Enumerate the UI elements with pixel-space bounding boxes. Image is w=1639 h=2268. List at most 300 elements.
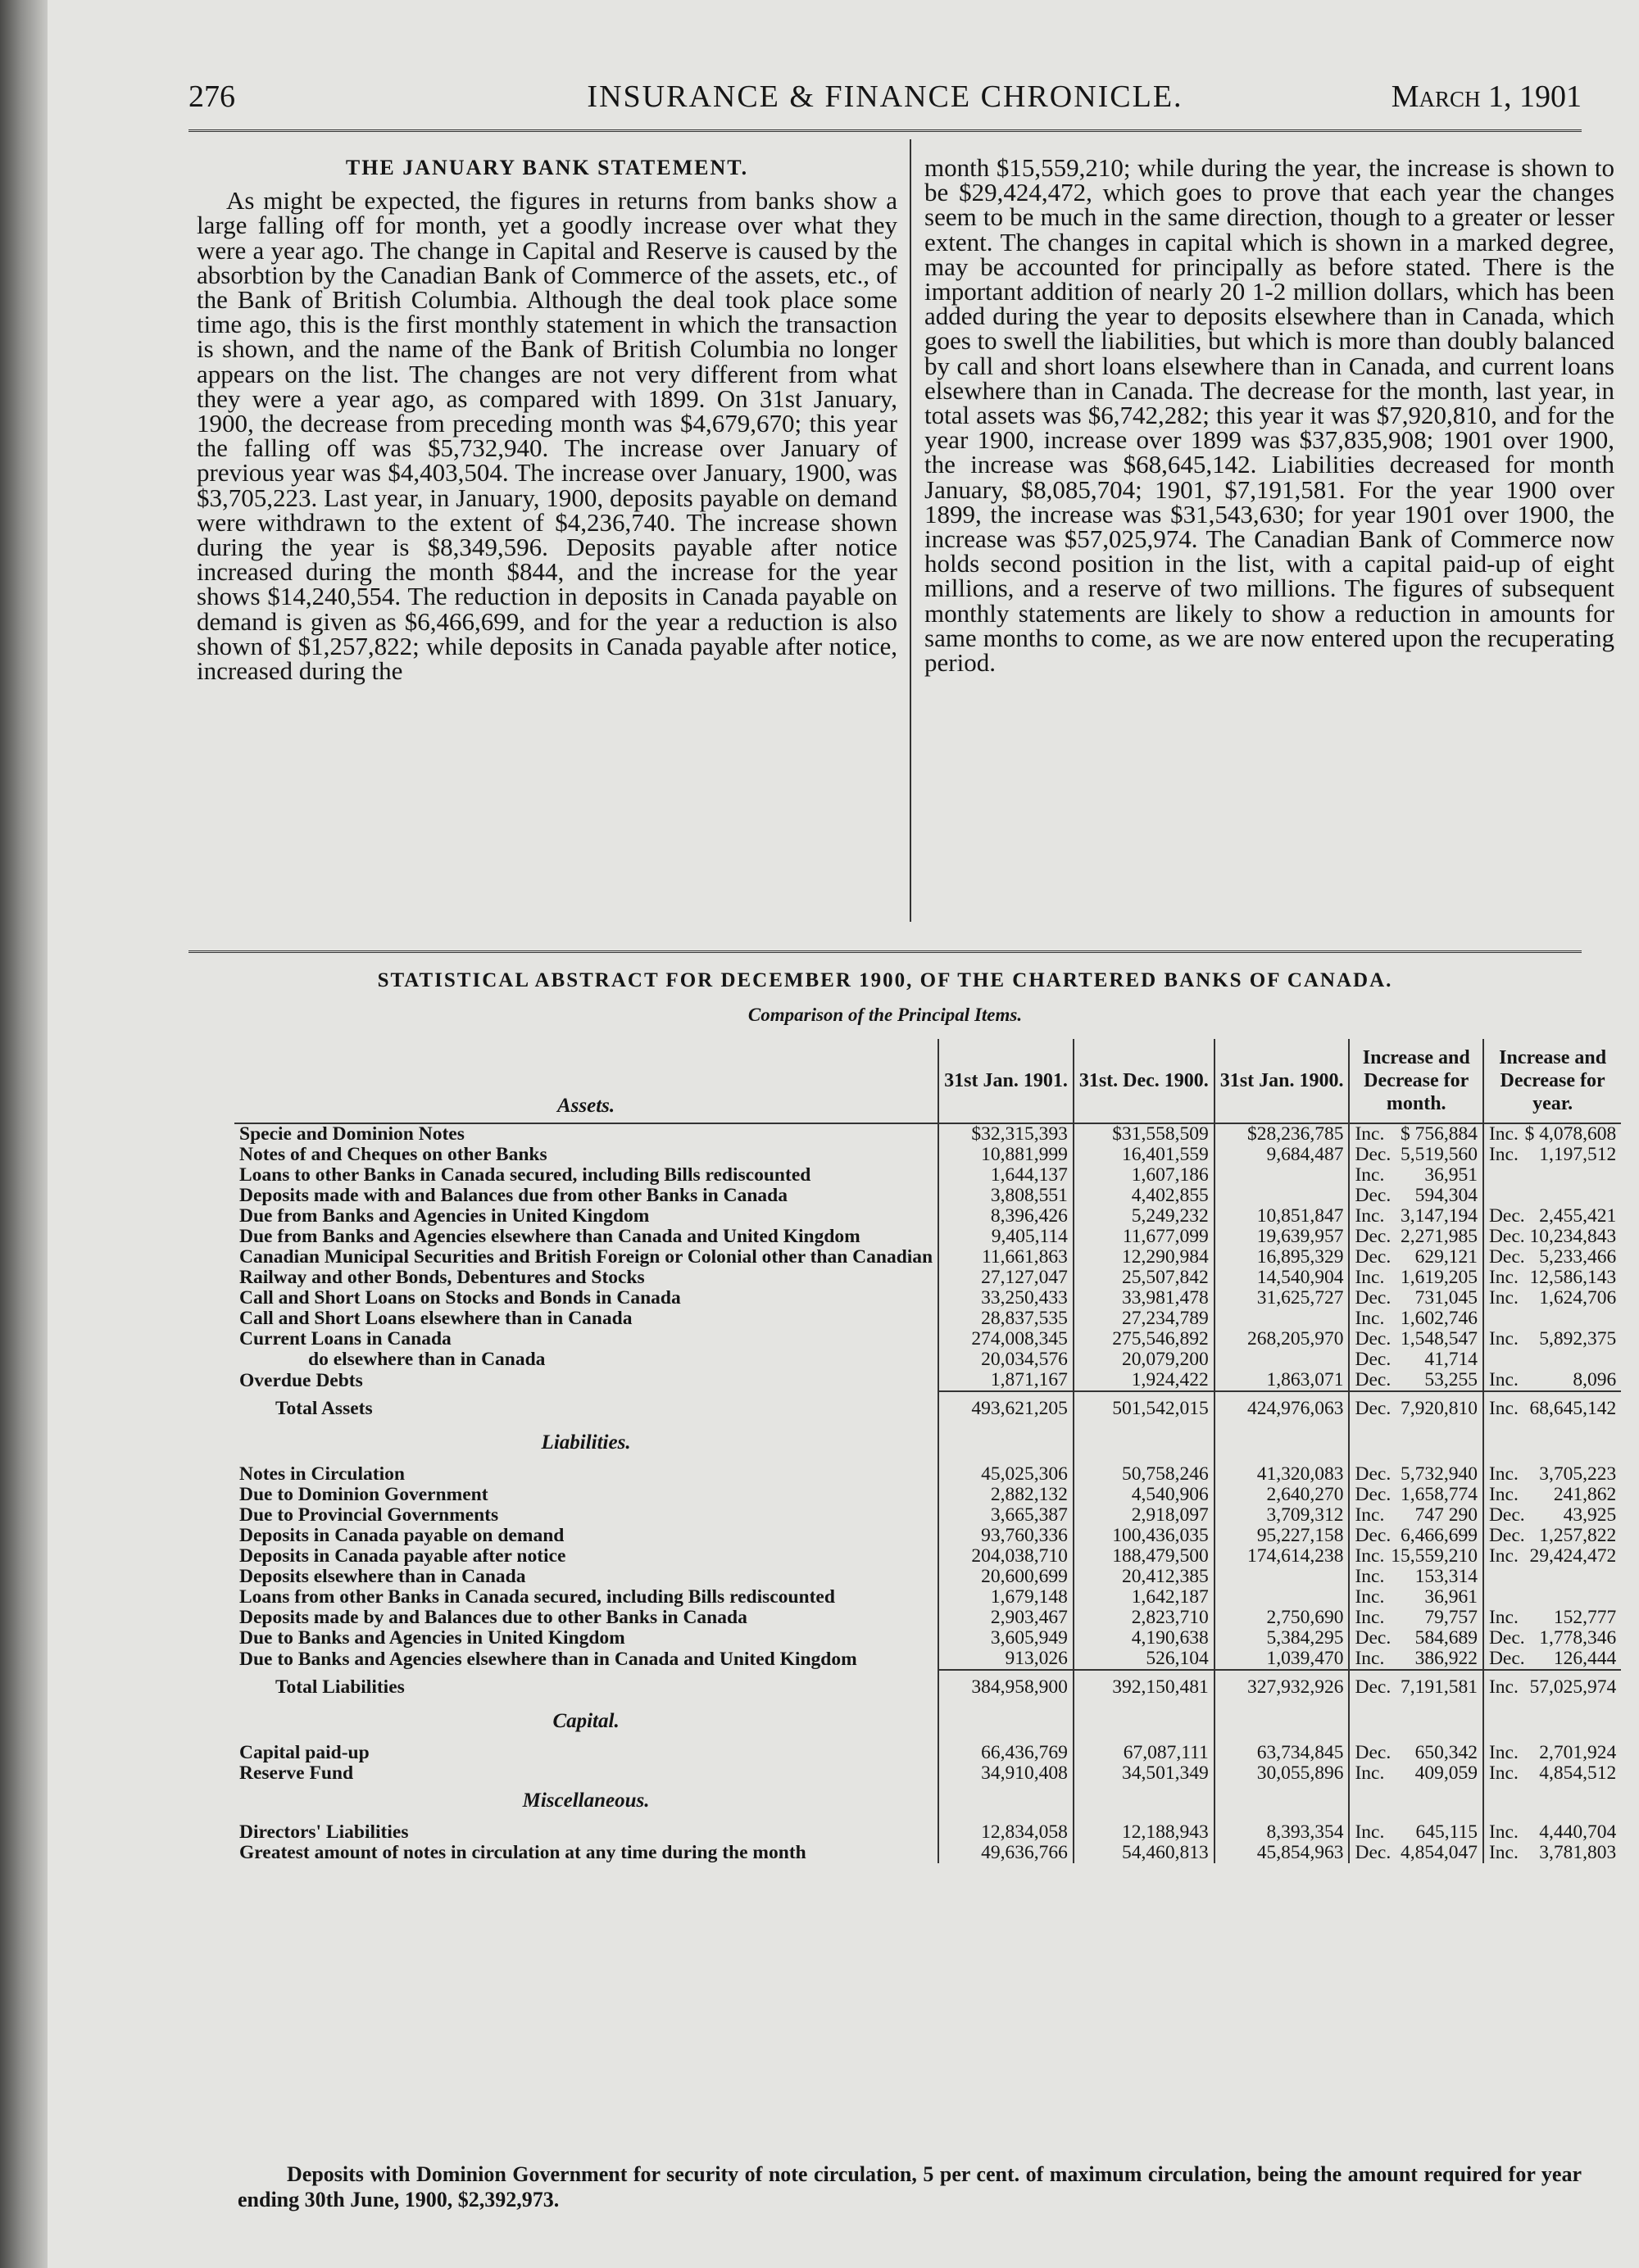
cell-jan1901: 45,025,306: [938, 1464, 1074, 1485]
table-row: [234, 1391, 1621, 1426]
cell-y-dir: [1483, 1309, 1525, 1329]
cell-m-amt: 4,854,047: [1400, 1842, 1478, 1863]
cell-m-amt: 3,147,194: [1400, 1205, 1478, 1227]
section-heading-row: [234, 1784, 1621, 1822]
cell-y-dir: Inc.: [1483, 1822, 1525, 1843]
cell-m-dir: Inc.: [1349, 1206, 1391, 1227]
empty-cell: [1214, 1426, 1350, 1464]
cell-y-dir: Dec.: [1483, 1206, 1525, 1227]
cell-jan1901: 3,605,949: [938, 1628, 1074, 1649]
cell-jan1901: 12,834,058: [938, 1822, 1074, 1843]
cell-dec1900: 4,540,906: [1074, 1485, 1214, 1505]
table-header-row: [234, 1039, 1621, 1123]
cell-y-amt: 2,455,421: [1539, 1205, 1617, 1227]
row-label: Total Liabilities: [275, 1676, 405, 1698]
row-label: Reserve Fund: [239, 1762, 354, 1784]
cell-jan1901: 1,644,137: [938, 1165, 1074, 1186]
cell-dec1900: 54,460,813: [1074, 1843, 1214, 1863]
cell-y-dir: Dec.: [1483, 1505, 1525, 1526]
section-heading-row: [234, 1704, 1621, 1743]
empty-cell: [1391, 1784, 1483, 1822]
cell-y-amt: 29,424,472: [1529, 1545, 1617, 1567]
book-binding-shadow: [0, 0, 48, 2268]
cell-jan1901: 3,808,551: [938, 1186, 1074, 1206]
cell-y-amt: 1,257,822: [1539, 1525, 1617, 1546]
empty-cell: [1214, 1784, 1350, 1822]
article-left-column: [197, 156, 897, 686]
cell-y-amt: [1525, 1186, 1622, 1206]
cell-dec1900: 67,087,111: [1074, 1743, 1214, 1763]
cell-y-dir: Inc.: [1483, 1123, 1525, 1145]
cell-m-dir: Dec.: [1349, 1843, 1391, 1863]
row-label: Specie and Dominion Notes: [239, 1123, 465, 1145]
row-label: Deposits made with and Balances due from other Banks in Canada: [239, 1185, 788, 1206]
cell-jan1900: 19,639,957: [1214, 1227, 1350, 1247]
table-row: [234, 1349, 1621, 1370]
article-paragraph-continued: month $15,559,210; while during the year, the increase is shown to be $29,424,472, which goes to prove that each year the changes seem to be much in the same direction, though to a greater or lesser extent. The changes in capital which is shown in a marked degree, may be accounted for principally as before stated. There is the important addition of nearly 20 1-2 million dollars, which has been added during the year to deposits elsewhere than in Canada, which goes to swell the liabilities, but which is more than doubly balanced by call and short loans elsewhere than in Canada, and current loans elsewhere than in Canada. The decrease for the month, last year, in total assets was $6,742,282; this year it was $7,920,810, and for the year 1900, increase over 1899 was $37,835,908; 1901 over 1900, the increase was $68,645,142. Liabilities decreased for month January, $8,085,704; 1901, $7,191,581. For the year 1900 over 1899, the increase was $31,543,630; for year 1901 over 1900, the increase was $57,025,974. The Canadian Bank of Commerce now holds second position in the list, with a capital paid-up of eight millions, and a reserve of two millions. The figures of subsequent monthly statements are likely to show a reduction in amounts for same months to come, as we are now entered upon the recuperating period.: [924, 153, 1614, 678]
row-label: Loans from other Banks in Canada secured, including Bills rediscounted: [239, 1586, 835, 1608]
cell-y-dir: Dec.: [1483, 1526, 1525, 1546]
cell-dec1900: 526,104: [1074, 1649, 1214, 1670]
cell-y-dir: Inc.: [1483, 1670, 1525, 1704]
row-label: Total Assets: [275, 1398, 373, 1419]
cell-m-dir: Dec.: [1349, 1329, 1391, 1349]
cell-dec1900: 392,150,481: [1074, 1670, 1214, 1704]
cell-jan1901: 20,034,576: [938, 1349, 1074, 1370]
cell-m-dir: Inc.: [1349, 1649, 1391, 1670]
cell-y-amt: 4,440,704: [1539, 1821, 1617, 1843]
cell-m-amt: 1,602,746: [1400, 1308, 1478, 1329]
cell-dec1900: 20,079,200: [1074, 1349, 1214, 1370]
row-label: do elsewhere than in Canada: [308, 1349, 546, 1370]
row-label: Deposits made by and Balances due to other Banks in Canada: [239, 1607, 747, 1628]
cell-dec1900: $31,558,509: [1074, 1123, 1214, 1145]
cell-m-amt: 7,191,581: [1391, 1670, 1483, 1704]
section-heading: Liabilities.: [541, 1431, 631, 1454]
cell-y-dir: [1483, 1567, 1525, 1587]
row-label: Railway and other Bonds, Debentures and Stocks: [239, 1267, 645, 1288]
cell-y-dir: Inc.: [1483, 1743, 1525, 1763]
cell-jan1900: 9,684,487: [1214, 1145, 1350, 1165]
column-header-month-change: Increase and Decrease for month.: [1349, 1039, 1482, 1123]
issue-date: March 1, 1901: [1391, 79, 1582, 114]
cell-dec1900: 501,542,015: [1074, 1391, 1214, 1426]
cell-dec1900: 1,924,422: [1074, 1370, 1214, 1391]
cell-m-dir: Dec.: [1349, 1288, 1391, 1309]
cell-m-amt: 386,922: [1414, 1648, 1478, 1669]
cell-jan1901: 384,958,900: [938, 1670, 1074, 1704]
cell-m-dir: Dec.: [1349, 1743, 1391, 1763]
cell-dec1900: 1,642,187: [1074, 1587, 1214, 1608]
empty-cell: [938, 1704, 1074, 1743]
cell-jan1900: [1214, 1349, 1350, 1370]
empty-cell: [1349, 1784, 1391, 1822]
cell-y-amt: 126,444: [1553, 1648, 1617, 1669]
cell-y-dir: Inc.: [1483, 1268, 1525, 1288]
cell-jan1900: 10,851,847: [1214, 1206, 1350, 1227]
row-label: Notes of and Cheques on other Banks: [239, 1144, 547, 1165]
cell-m-amt: 15,559,210: [1391, 1545, 1478, 1567]
row-label: Greatest amount of notes in circulation at any time during the month: [239, 1842, 806, 1863]
cell-m-dir: Inc.: [1349, 1546, 1391, 1567]
row-label: Notes in Circulation: [239, 1463, 405, 1485]
empty-cell: [1525, 1426, 1622, 1464]
page-number: 276: [188, 79, 235, 114]
cell-jan1900: 1,039,470: [1214, 1649, 1350, 1670]
row-label: Call and Short Loans elsewhere than in Canada: [239, 1308, 633, 1329]
cell-y-amt: [1525, 1309, 1622, 1329]
cell-m-dir: Dec.: [1349, 1526, 1391, 1546]
table-row: [234, 1370, 1621, 1391]
table-row: [234, 1546, 1621, 1567]
cell-m-amt: 5,519,560: [1400, 1144, 1478, 1165]
cell-y-amt: 4,854,512: [1539, 1762, 1617, 1784]
cell-y-amt: 12,586,143: [1529, 1267, 1617, 1288]
row-label: Deposits elsewhere than in Canada: [239, 1566, 526, 1587]
cell-m-dir: Inc.: [1349, 1165, 1391, 1186]
cell-y-amt: 43,925: [1563, 1504, 1617, 1526]
cell-y-dir: Inc.: [1483, 1843, 1525, 1863]
cell-dec1900: 25,507,842: [1074, 1268, 1214, 1288]
cell-m-amt: 2,271,985: [1400, 1226, 1478, 1247]
cell-jan1901: 1,871,167: [938, 1370, 1074, 1391]
cell-jan1900: 424,976,063: [1214, 1391, 1350, 1426]
cell-jan1901: 28,837,535: [938, 1309, 1074, 1329]
cell-dec1900: 4,190,638: [1074, 1628, 1214, 1649]
cell-jan1900: 8,393,354: [1214, 1822, 1350, 1843]
article-right-column: [924, 153, 1614, 678]
cell-dec1900: 1,607,186: [1074, 1165, 1214, 1186]
empty-cell: [1074, 1784, 1214, 1822]
table-row: [234, 1165, 1621, 1186]
cell-m-dir: Inc.: [1349, 1309, 1391, 1329]
cell-jan1900: 30,055,896: [1214, 1763, 1350, 1784]
cell-y-dir: Inc.: [1483, 1391, 1525, 1426]
cell-jan1901: 274,008,345: [938, 1329, 1074, 1349]
cell-dec1900: 188,479,500: [1074, 1546, 1214, 1567]
cell-jan1901: 27,127,047: [938, 1268, 1074, 1288]
cell-y-amt: 3,781,803: [1539, 1842, 1617, 1863]
table-row: [234, 1649, 1621, 1670]
statistical-abstract-table: [234, 1039, 1621, 1863]
cell-m-amt: 650,342: [1414, 1742, 1478, 1763]
section-heading-row: [234, 1426, 1621, 1464]
cell-jan1901: 10,881,999: [938, 1145, 1074, 1165]
cell-jan1900: 41,320,083: [1214, 1464, 1350, 1485]
section-heading: Miscellaneous.: [522, 1789, 650, 1812]
cell-y-amt: 5,233,466: [1539, 1246, 1617, 1268]
cell-dec1900: 12,290,984: [1074, 1247, 1214, 1268]
cell-jan1900: [1214, 1309, 1350, 1329]
cell-y-amt: 8,096: [1573, 1369, 1617, 1390]
cell-m-amt: 36,961: [1424, 1586, 1478, 1608]
abstract-subtitle: Comparison of the Principal Items.: [747, 1005, 1023, 1025]
empty-cell: [938, 1784, 1074, 1822]
empty-cell: [1074, 1426, 1214, 1464]
table-row: [234, 1329, 1621, 1349]
cell-m-amt: 6,466,699: [1400, 1525, 1478, 1546]
row-label: Due to Provincial Governments: [239, 1504, 499, 1526]
table-row: [234, 1288, 1621, 1309]
cell-dec1900: 20,412,385: [1074, 1567, 1214, 1587]
cell-jan1901: 34,910,408: [938, 1763, 1074, 1784]
cell-y-dir: Inc.: [1483, 1546, 1525, 1567]
table-row: [234, 1567, 1621, 1587]
cell-jan1900: 1,863,071: [1214, 1370, 1350, 1391]
cell-y-dir: [1483, 1349, 1525, 1370]
cell-jan1901: 20,600,699: [938, 1567, 1074, 1587]
cell-m-amt: 41,714: [1424, 1349, 1478, 1370]
table-row: [234, 1145, 1621, 1165]
cell-m-amt: 1,548,547: [1400, 1328, 1478, 1349]
empty-cell: [938, 1426, 1074, 1464]
cell-m-dir: Inc.: [1349, 1505, 1391, 1526]
table-row: [234, 1485, 1621, 1505]
cell-m-dir: Dec.: [1349, 1227, 1391, 1247]
cell-jan1901: 2,903,467: [938, 1608, 1074, 1628]
cell-m-dir: Dec.: [1349, 1370, 1391, 1391]
cell-m-amt: 645,115: [1415, 1821, 1478, 1843]
cell-m-amt: $ 756,884: [1400, 1123, 1478, 1145]
cell-dec1900: 27,234,789: [1074, 1309, 1214, 1329]
cell-jan1900: 3,709,312: [1214, 1505, 1350, 1526]
cell-jan1901: 913,026: [938, 1649, 1074, 1670]
cell-dec1900: 100,436,035: [1074, 1526, 1214, 1546]
cell-m-dir: Inc.: [1349, 1567, 1391, 1587]
row-label: Loans to other Banks in Canada secured, including Bills rediscounted: [239, 1164, 811, 1186]
cell-dec1900: 11,677,099: [1074, 1227, 1214, 1247]
cell-jan1900: [1214, 1186, 1350, 1206]
cell-m-dir: Dec.: [1349, 1391, 1391, 1426]
cell-y-amt: 5,892,375: [1539, 1328, 1617, 1349]
cell-y-dir: Dec.: [1483, 1247, 1525, 1268]
cell-m-dir: Dec.: [1349, 1349, 1391, 1370]
cell-dec1900: 34,501,349: [1074, 1763, 1214, 1784]
cell-y-dir: Inc.: [1483, 1145, 1525, 1165]
cell-y-amt: [1525, 1587, 1622, 1608]
cell-jan1900: [1214, 1165, 1350, 1186]
cell-y-dir: Dec.: [1483, 1649, 1525, 1670]
cell-y-dir: Inc.: [1483, 1370, 1525, 1391]
article-title: THE JANUARY BANK STATEMENT.: [345, 156, 749, 179]
cell-y-amt: 3,705,223: [1539, 1463, 1617, 1485]
cell-m-dir: Dec.: [1349, 1247, 1391, 1268]
cell-y-dir: [1483, 1165, 1525, 1186]
table-row: [234, 1843, 1621, 1863]
cell-m-dir: Dec.: [1349, 1186, 1391, 1206]
column-header-year-change: Increase and Decrease for year.: [1483, 1039, 1621, 1123]
cell-jan1900: 45,854,963: [1214, 1843, 1350, 1863]
empty-cell: [1391, 1426, 1483, 1464]
cell-y-amt: 1,778,346: [1539, 1627, 1617, 1649]
cell-jan1900: 174,614,238: [1214, 1546, 1350, 1567]
cell-y-amt: [1525, 1567, 1622, 1587]
column-header-jan-1900: 31st Jan. 1900.: [1214, 1039, 1350, 1123]
table-row: [234, 1608, 1621, 1628]
cell-m-dir: Dec.: [1349, 1485, 1391, 1505]
cell-dec1900: 5,249,232: [1074, 1206, 1214, 1227]
cell-dec1900: 4,402,855: [1074, 1186, 1214, 1206]
cell-jan1900: 16,895,329: [1214, 1247, 1350, 1268]
cell-y-amt: $ 4,078,608: [1524, 1123, 1617, 1145]
cell-dec1900: 2,918,097: [1074, 1505, 1214, 1526]
cell-y-amt: 2,701,924: [1539, 1742, 1617, 1763]
cell-y-dir: [1483, 1186, 1525, 1206]
table-row: [234, 1628, 1621, 1649]
article-paragraph: As might be expected, the figures in returns from banks show a large falling off for month, yet a goodly increase over what they were a year ago. The change in Capital and Reserve is caused by the absorbtion by the Canadian Bank of Commerce of the assets, etc., of the Bank of British Columbia. Although the deal took place some time ago, this is the first monthly statement in which the transaction is shown, and the name of the Bank of British Columbia no longer appears on the list. The changes are not very different from what they were a year ago, as compared with 1899. On 31st January, 1900, the decrease from preceding month was $4,679,670; this year the falling off was $5,732,940. The increase over January of previous year was $4,403,504. The increase over January, 1900, was $3,705,223. Last year, in January, 1900, deposits payable on demand were withdrawn to the extent of $4,236,740. The increase shown during the year is $8,349,596. Deposits payable after notice increased during the month $844, and the increase for the year shows $14,240,554. The reduction in deposits in Canada payable on demand is given as $6,466,699, and for the year a reduction is also shown of $1,257,822; while deposits in Canada payable after notice, increased during the: [197, 186, 897, 686]
cell-m-dir: Inc.: [1349, 1268, 1391, 1288]
table-row: [234, 1763, 1621, 1784]
cell-m-amt: 1,658,774: [1400, 1484, 1478, 1505]
row-label: Capital paid-up: [239, 1742, 370, 1763]
cell-m-amt: 5,732,940: [1400, 1463, 1478, 1485]
empty-cell: [1349, 1426, 1391, 1464]
cell-jan1901: $32,315,393: [938, 1123, 1074, 1145]
table-row: [234, 1227, 1621, 1247]
cell-y-amt: 152,777: [1553, 1607, 1617, 1628]
cell-jan1901: 1,679,148: [938, 1587, 1074, 1608]
cell-dec1900: 275,546,892: [1074, 1329, 1214, 1349]
table-row: [234, 1526, 1621, 1546]
cell-jan1901: 66,436,769: [938, 1743, 1074, 1763]
cell-jan1900: 95,227,158: [1214, 1526, 1350, 1546]
journal-title: INSURANCE & FINANCE CHRONICLE.: [587, 79, 1183, 114]
running-head: [188, 79, 1582, 120]
table-row: [234, 1743, 1621, 1763]
cell-m-amt: 629,121: [1414, 1246, 1478, 1268]
cell-m-amt: 731,045: [1414, 1287, 1478, 1309]
cell-m-dir: Inc.: [1349, 1123, 1391, 1145]
cell-jan1900: 268,205,970: [1214, 1329, 1350, 1349]
cell-jan1901: 93,760,336: [938, 1526, 1074, 1546]
cell-jan1901: 8,396,426: [938, 1206, 1074, 1227]
section-heading: Capital.: [552, 1710, 620, 1732]
cell-jan1901: 2,882,132: [938, 1485, 1074, 1505]
cell-jan1901: 49,636,766: [938, 1843, 1074, 1863]
cell-jan1901: 33,250,433: [938, 1288, 1074, 1309]
cell-y-amt: 1,197,512: [1539, 1144, 1617, 1165]
column-header-assets: Assets.: [234, 1039, 938, 1123]
cell-m-dir: Inc.: [1349, 1608, 1391, 1628]
cell-m-amt: 747 290: [1414, 1504, 1478, 1526]
row-label: Canadian Municipal Securities and British Foreign or Colonial other than Canadian: [239, 1246, 933, 1268]
row-label: Due to Banks and Agencies in United Kingdom: [239, 1627, 625, 1649]
abstract-title: STATISTICAL ABSTRACT FOR DECEMBER 1900, OF THE CHARTERED BANKS OF CANADA.: [377, 969, 1393, 991]
cell-m-dir: Dec.: [1349, 1670, 1391, 1704]
cell-jan1900: [1214, 1567, 1350, 1587]
cell-jan1901: 3,665,387: [938, 1505, 1074, 1526]
table-row: [234, 1505, 1621, 1526]
cell-y-amt: 1,624,706: [1539, 1287, 1617, 1309]
cell-jan1900: 2,750,690: [1214, 1608, 1350, 1628]
footnote: Deposits with Dominion Government for security of note circulation, 5 per cent. of maximum circulation, being the amount required for year ending 30th June, 1900, $2,392,973.: [238, 2162, 1582, 2211]
cell-dec1900: 33,981,478: [1074, 1288, 1214, 1309]
cell-m-dir: Dec.: [1349, 1464, 1391, 1485]
table-row: [234, 1247, 1621, 1268]
row-label: Overdue Debts: [239, 1370, 363, 1391]
cell-m-amt: 1,619,205: [1400, 1267, 1478, 1288]
table-row: [234, 1587, 1621, 1608]
cell-m-amt: 594,304: [1414, 1185, 1478, 1206]
row-label: Due from Banks and Agencies in United Kingdom: [239, 1205, 650, 1227]
cell-y-amt: 68,645,142: [1525, 1391, 1622, 1426]
section-rule: [188, 950, 1582, 953]
table-row: [234, 1464, 1621, 1485]
cell-jan1900: 5,384,295: [1214, 1628, 1350, 1649]
empty-cell: [1483, 1426, 1525, 1464]
row-label: Deposits in Canada payable after notice: [239, 1545, 566, 1567]
table-body: [234, 1123, 1621, 1863]
table-row: [234, 1309, 1621, 1329]
empty-cell: [1349, 1704, 1391, 1743]
cell-jan1901: 204,038,710: [938, 1546, 1074, 1567]
cell-jan1901: 11,661,863: [938, 1247, 1074, 1268]
table-row: [234, 1123, 1621, 1145]
cell-y-dir: [1483, 1587, 1525, 1608]
row-label: Current Loans in Canada: [239, 1328, 452, 1349]
cell-y-amt: [1525, 1165, 1622, 1186]
cell-y-dir: Dec.: [1483, 1628, 1525, 1649]
cell-m-dir: Inc.: [1349, 1587, 1391, 1608]
cell-y-amt: 57,025,974: [1525, 1670, 1622, 1704]
cell-jan1900: [1214, 1587, 1350, 1608]
cell-jan1900: 14,540,904: [1214, 1268, 1350, 1288]
row-label: Due from Banks and Agencies elsewhere than Canada and United Kingdom: [239, 1226, 860, 1247]
cell-y-dir: Inc.: [1483, 1763, 1525, 1784]
cell-dec1900: 12,188,943: [1074, 1822, 1214, 1843]
table-row: [234, 1186, 1621, 1206]
cell-dec1900: 16,401,559: [1074, 1145, 1214, 1165]
cell-dec1900: 50,758,246: [1074, 1464, 1214, 1485]
empty-cell: [1525, 1704, 1622, 1743]
cell-m-amt: 79,757: [1424, 1607, 1478, 1628]
empty-cell: [1074, 1704, 1214, 1743]
cell-y-dir: Inc.: [1483, 1608, 1525, 1628]
header-rule: [188, 129, 1582, 132]
cell-jan1900: 31,625,727: [1214, 1288, 1350, 1309]
cell-y-dir: Dec.: [1483, 1227, 1525, 1247]
cell-jan1900: $28,236,785: [1214, 1123, 1350, 1145]
cell-m-dir: Inc.: [1349, 1763, 1391, 1784]
column-divider: [910, 139, 911, 922]
empty-cell: [1214, 1704, 1350, 1743]
row-label: Deposits in Canada payable on demand: [239, 1525, 565, 1546]
empty-cell: [1391, 1704, 1483, 1743]
cell-y-dir: Inc.: [1483, 1464, 1525, 1485]
cell-jan1900: 63,734,845: [1214, 1743, 1350, 1763]
cell-m-dir: Inc.: [1349, 1822, 1391, 1843]
cell-m-amt: 7,920,810: [1391, 1391, 1483, 1426]
table-row: [234, 1670, 1621, 1704]
cell-y-dir: Inc.: [1483, 1485, 1525, 1505]
cell-m-amt: 409,059: [1414, 1762, 1478, 1784]
row-label: Directors' Liabilities: [239, 1821, 409, 1843]
cell-m-dir: Dec.: [1349, 1145, 1391, 1165]
cell-y-amt: [1525, 1349, 1622, 1370]
column-header-jan-1901: 31st Jan. 1901.: [938, 1039, 1074, 1123]
empty-cell: [1483, 1784, 1525, 1822]
empty-cell: [1525, 1784, 1622, 1822]
table-row: [234, 1268, 1621, 1288]
cell-m-amt: 584,689: [1414, 1627, 1478, 1649]
cell-jan1900: 327,932,926: [1214, 1670, 1350, 1704]
cell-jan1901: 9,405,114: [938, 1227, 1074, 1247]
cell-y-dir: Inc.: [1483, 1329, 1525, 1349]
empty-cell: [1483, 1704, 1525, 1743]
cell-m-dir: Dec.: [1349, 1628, 1391, 1649]
cell-jan1901: 493,621,205: [938, 1391, 1074, 1426]
cell-y-amt: 10,234,843: [1529, 1226, 1617, 1247]
